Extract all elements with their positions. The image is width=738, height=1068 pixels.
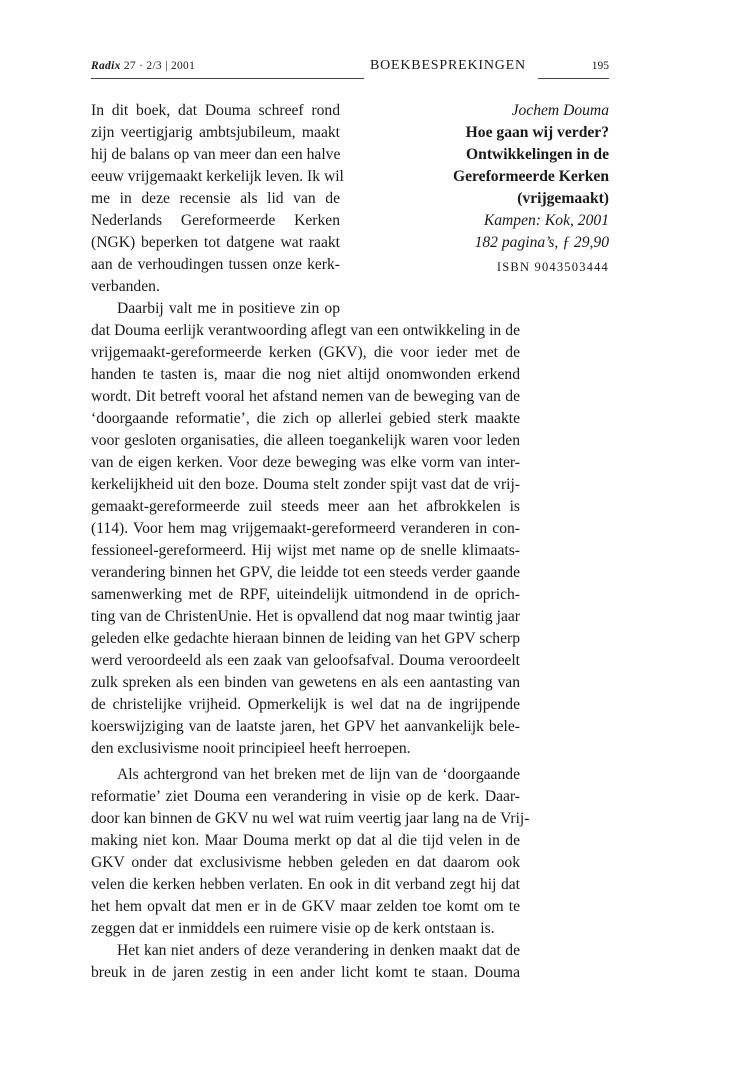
body-line: making niet kon. Maar Douma merkt op dat al die tijd velen in de <box>91 832 520 849</box>
body-line: door kan binnen de GKV nu wel wat ruim veertig jaar lang na de Vrij- <box>91 810 530 827</box>
body-line: Het kan niet anders of deze verandering in denken maakt dat de <box>117 942 520 959</box>
body-line: den exclusivisme nooit principieel heeft herroepen. <box>91 740 411 757</box>
book-publisher: Kampen: Kok, 2001 <box>483 212 609 229</box>
body-line: koerswijziging van de laatste jaren, het GPV het aanvankelijk bele- <box>91 718 520 735</box>
body-line: verandering binnen het GPV, die leidde tot een steeds verder gaande <box>91 564 520 581</box>
book-title-line: Hoe gaan wij verder? <box>465 124 609 141</box>
header-rule-left <box>91 78 364 79</box>
body-line: werd veroordeeld als een zaak van geloofsafval. Douma veroordeelt <box>91 652 520 669</box>
body-line: (114). Voor hem mag vrijgemaakt-gereformeerd veranderen in con- <box>91 520 520 537</box>
body-line: breuk in de jaren zestig in een ander licht komt te staan. Douma <box>91 964 520 981</box>
body-line: velen die kerken hebben verlaten. En ook in dit verband zegt hij dat <box>91 876 520 893</box>
body-line: (NGK) beperken tot datgene wat raakt <box>91 234 340 251</box>
body-line: In dit boek, dat Douma schreef rond <box>91 102 340 119</box>
body-line: voor gesloten organisaties, die alleen toegankelijk waren voor leden <box>91 432 520 449</box>
body-line: het hem opvalt dat men er in de GKV maar zelden toe komt om te <box>91 898 520 915</box>
body-line: dat Douma eerlijk verantwoording aflegt van een ontwikkeling in de <box>91 322 520 339</box>
journal-issue: 27 · 2/3 | 2001 <box>123 60 196 72</box>
body-line: verbanden. <box>91 278 160 295</box>
body-line: samenwerking met de RPF, uiteindelijk uitmondend in de oprich- <box>91 586 520 603</box>
book-title-line: Ontwikkelingen in de <box>466 146 609 163</box>
body-line: wordt. Dit betreft vooral het afstand nemen van de beweging van de <box>91 388 520 405</box>
book-isbn: ISBN 9043503444 <box>496 260 609 274</box>
body-line: gemaakt-gereformeerde zuil steeds meer aan het afbrokkelen is <box>91 498 520 515</box>
body-line: fessioneel-gereformeerd. Hij wijst met name op de snelle klimaats- <box>91 542 520 559</box>
body-line: aan de verhoudingen tussen onze kerk- <box>91 256 340 273</box>
body-line: vrijgemaakt-gereformeerde kerken (GKV), die voor ieder met de <box>91 344 520 361</box>
body-line: zulk spreken als een binden van gewetens en als een aantasting van <box>91 674 520 691</box>
book-pages-price: 182 pagina’s, ƒ 29,90 <box>474 234 609 251</box>
journal-name: Radix <box>91 60 121 72</box>
body-line: ‘doorgaande reformatie’, die zich op allerlei gebied sterk maakte <box>91 410 520 427</box>
book-author: Jochem Douma <box>511 102 609 119</box>
body-line: van de eigen kerken. Voor deze beweging was elke vorm van inter- <box>91 454 520 471</box>
body-line: zijn veertigjarig ambtsjubileum, maakt <box>91 124 340 141</box>
body-line: hij de balans op van meer dan een halve <box>91 146 341 163</box>
body-line: Nederlands Gereformeerde Kerken <box>91 212 340 229</box>
body-line: me in deze recensie als lid van de <box>91 190 340 207</box>
body-line: eeuw vrijgemaakt kerkelijk leven. Ik wil <box>91 168 344 185</box>
body-line: handen te tasten is, maar die nog niet altijd onomwonden erkend <box>91 366 520 383</box>
body-line: Als achtergrond van het breken met de lijn van de ‘doorgaande <box>117 766 520 783</box>
body-line: kerkelijkheid uit den boze. Douma stelt zonder spijt vast dat de vrij- <box>91 476 520 493</box>
body-line: ting van de ChristenUnie. Het is opvallend dat nog maar twintig jaar <box>91 608 520 625</box>
running-header-journal <box>91 60 195 72</box>
body-line: de christelijke vrijheid. Opmerkelijk is wel dat na de ingrijpende <box>91 696 520 713</box>
section-title: BOEKBESPREKINGEN <box>370 58 526 73</box>
body-line: geleden elke gedachte hieraan binnen de leiding van het GPV scherp <box>91 630 520 647</box>
header-rule-right <box>538 78 609 79</box>
body-line: reformatie’ ziet Douma een verandering in visie op de kerk. Daar- <box>91 788 520 805</box>
page-number: 195 <box>591 60 609 72</box>
book-title-line: (vrijgemaakt) <box>517 190 609 207</box>
book-title-line: Gereformeerde Kerken <box>452 168 609 185</box>
body-line: GKV onder dat exclusivisme hebben geleden en dat daarom ook <box>91 854 520 871</box>
body-line: Daarbij valt me in positieve zin op <box>117 300 340 317</box>
body-line: zeggen dat er inmiddels een ruimere visie op de kerk ontstaan is. <box>91 920 495 937</box>
